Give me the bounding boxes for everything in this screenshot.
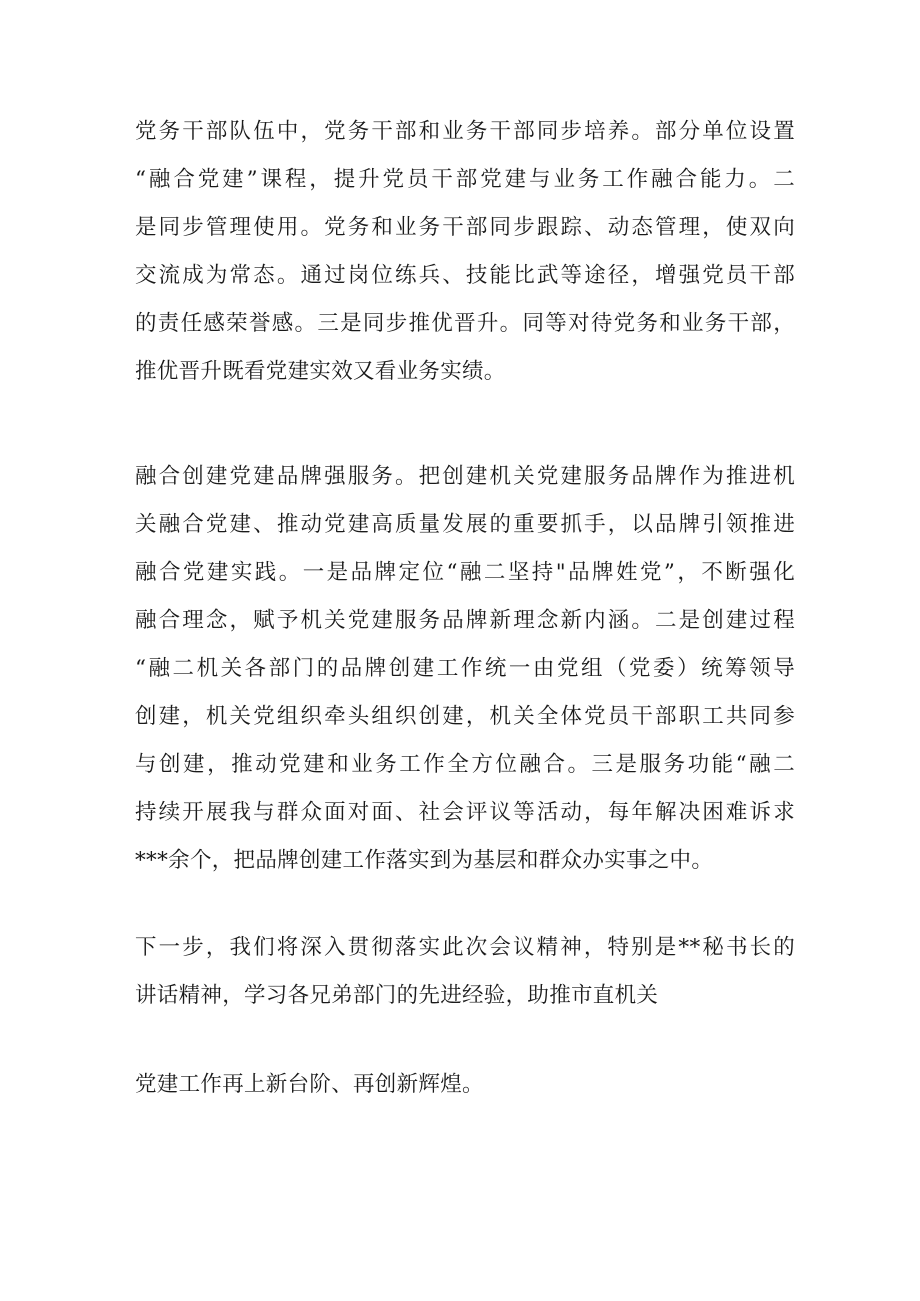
text-line: 持续开展我与群众面对面、社会评议等活动，每年解决困难诉求	[135, 800, 795, 825]
text-line: 推优晋升既看党建实效又看业务实绩。	[135, 359, 506, 384]
paragraph-cadre-training	[135, 108, 795, 396]
text-line: ***余个，把品牌创建工作落实到为基层和群众办实事之中。	[135, 848, 714, 873]
text-line: 交流成为常态。通过岗位练兵、技能比武等途径，增强党员干部	[135, 263, 795, 288]
text-line: 党务干部队伍中，党务干部和业务干部同步培养。部分单位设置	[135, 119, 795, 144]
text-line: 党建工作再上新台阶、再创新辉煌。	[135, 1072, 484, 1097]
text-line: 融合理念，赋予机关党建服务品牌新理念新内涵。二是创建过程	[135, 608, 795, 633]
text-line: 创建，机关党组织牵头组织创建，机关全体党员干部职工共同参	[135, 704, 795, 729]
text-line: 下一步，我们将深入贯彻落实此次会议精神，特别是**秘书长的	[135, 935, 795, 960]
text-line: 关融合党建、推动党建高质量发展的重要抓手，以品牌引领推进	[135, 512, 795, 537]
text-line: 融合创建党建品牌强服务。把创建机关党建服务品牌作为推进机	[135, 464, 795, 489]
text-line: 讲话精神，学习各兄弟部门的先进经验，助推市直机关	[135, 983, 659, 1008]
text-line: 的责任感荣誉感。三是同步推优晋升。同等对待党务和业务干部，	[135, 311, 795, 336]
text-line: 与创建，推动党建和业务工作全方位融合。三是服务功能“融二	[135, 752, 795, 777]
paragraph-brand-building	[135, 453, 795, 885]
text-line: “融合党建”课程，提升党员干部党建与业务工作融合能力。二	[135, 167, 795, 192]
text-line: “融二机关各部门的品牌创建工作统一由党组（党委）统筹领导	[135, 656, 795, 681]
paragraph-closing	[135, 1061, 795, 1109]
text-line: 是同步管理使用。党务和业务干部同步跟踪、动态管理，使双向	[135, 215, 795, 240]
paragraph-next-steps	[135, 924, 795, 1020]
text-line: 融合党建实践。一是品牌定位“融二坚持"品牌姓党”，不断强化	[135, 560, 795, 585]
